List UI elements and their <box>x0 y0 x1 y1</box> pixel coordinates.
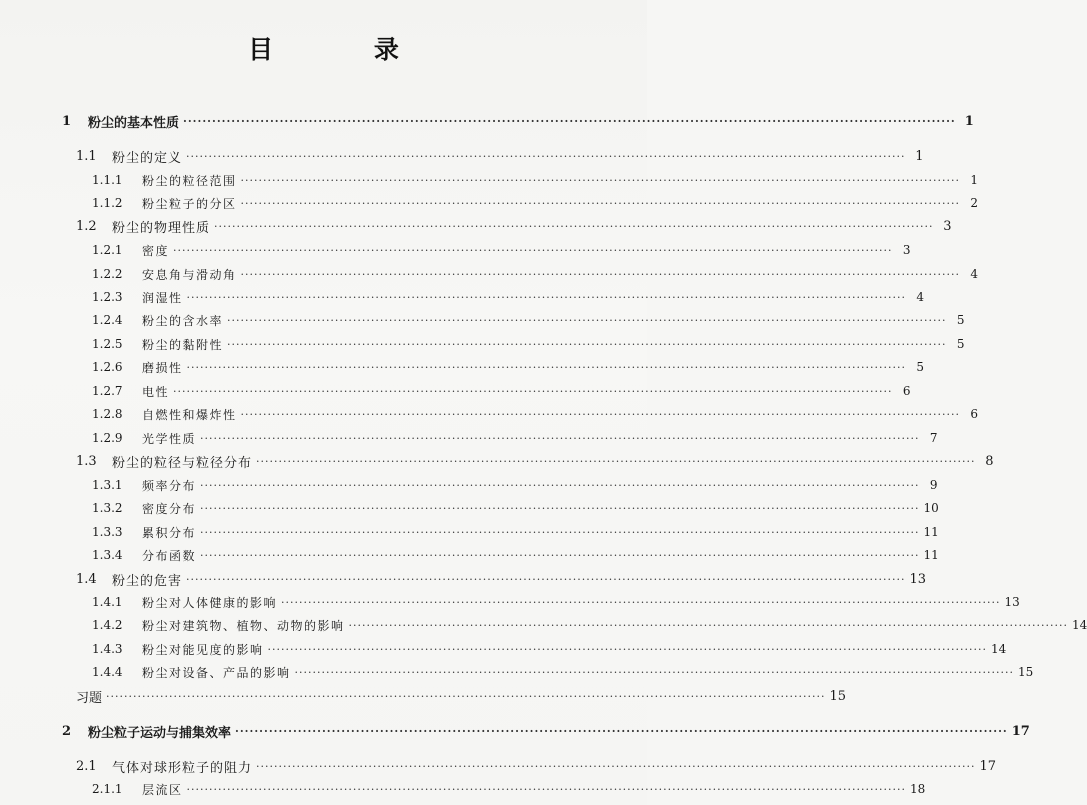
toc-entry-page: 9 <box>929 478 938 492</box>
toc-entry-title: 粉尘对人体健康的影响 <box>142 595 278 610</box>
toc-entry-page: 6 <box>970 407 978 421</box>
toc-entry[interactable] <box>76 216 952 236</box>
toc-entry-number: 1.3.4 <box>92 548 123 562</box>
toc-entry-page: 4 <box>970 267 978 281</box>
leader-dots: ································································································································································ <box>214 219 934 233</box>
toc-entry-title: 粉尘对能见度的影响 <box>142 642 264 657</box>
toc-entry-page: 18 <box>909 782 926 796</box>
toc-entry-title: 光学性质 <box>142 431 197 446</box>
toc-entry-title: 润湿性 <box>142 290 183 305</box>
toc-entry[interactable] <box>92 170 978 190</box>
toc-entry-title: 粉尘对建筑物、植物、动物的影响 <box>142 618 345 633</box>
toc-entry-number: 2.1.1 <box>92 782 123 796</box>
toc-entry-page: 14 <box>1071 618 1087 632</box>
toc-entry-title: 粉尘对设备、产品的影响 <box>142 665 291 680</box>
leader-dots: ································································································································································ <box>348 618 1068 632</box>
toc-entry-page: 2 <box>970 196 978 210</box>
toc-entry-page: 11 <box>923 525 939 539</box>
toc-entry-title: 频率分布 <box>142 478 197 493</box>
toc-entry[interactable] <box>92 428 938 448</box>
toc-entry-title: 密度 <box>142 243 170 258</box>
leader-dots: ································································································································································ <box>186 572 906 586</box>
toc-entry-number: 1.2.6 <box>92 360 123 374</box>
leader-dots: ································································································································································ <box>186 782 906 796</box>
toc-entry-page: 1 <box>915 148 924 164</box>
toc-entry[interactable] <box>92 357 924 377</box>
toc-entry-number: 1.2 <box>76 218 97 234</box>
toc-entry-page: 1 <box>964 113 974 129</box>
leader-dots: ································································································································································ <box>227 337 947 351</box>
toc-entry-title: 粉尘的基本性质 <box>88 115 180 131</box>
toc-entry[interactable] <box>76 756 997 776</box>
toc-entry[interactable] <box>76 569 927 589</box>
toc-entry[interactable] <box>76 146 924 166</box>
toc-entry-number: 1.4.3 <box>92 642 123 656</box>
toc-entry[interactable] <box>92 779 926 799</box>
leader-dots: ································································································································································ <box>186 290 906 304</box>
leader-dots: ································································································································································ <box>240 267 960 281</box>
toc-entry[interactable] <box>62 111 974 131</box>
toc-entry-title: 粉尘的含水率 <box>142 313 224 328</box>
toc-entry[interactable] <box>92 522 939 542</box>
toc-entry-page: 10 <box>923 501 939 515</box>
toc-entry-page: 15 <box>829 688 847 704</box>
toc-entry-page: 5 <box>956 337 965 351</box>
leader-dots: ································································································································································ <box>235 724 1008 738</box>
leader-dots: ································································································································································ <box>256 759 976 773</box>
toc-entry-number: 1.4.2 <box>92 618 123 632</box>
toc-entry-page: 17 <box>979 758 997 774</box>
toc-entry-number: 1.4 <box>76 571 97 587</box>
leader-dots: ································································································································································ <box>186 360 906 374</box>
leader-dots: ································································································································································ <box>240 196 960 210</box>
leader-dots: ································································································································································ <box>256 454 976 468</box>
toc-entry[interactable] <box>92 193 978 213</box>
toc-entry-title: 累积分布 <box>142 525 197 540</box>
toc-entry-page: 13 <box>1004 595 1020 609</box>
toc-entry-title: 粉尘粒子运动与捕集效率 <box>88 725 232 741</box>
toc-entry[interactable] <box>92 334 965 354</box>
leader-dots: ································································································································································ <box>106 689 826 703</box>
toc-entry-page: 6 <box>902 384 911 398</box>
toc-entry-number: 1.4.1 <box>92 595 123 609</box>
leader-dots: ································································································································································ <box>186 149 906 163</box>
toc-entry-number: 1.2.7 <box>92 384 123 398</box>
leader-dots: ································································································································································ <box>200 431 920 445</box>
toc-entry-number: 1.2.4 <box>92 313 123 327</box>
toc-entry-number: 1.3 <box>76 453 97 469</box>
toc-entry-title: 粉尘的粒径范围 <box>142 173 237 188</box>
leader-dots: ································································································································································ <box>240 407 960 421</box>
toc-entry-number: 1.3.1 <box>92 478 123 492</box>
toc-entry-page: 1 <box>970 173 978 187</box>
toc-entry[interactable] <box>92 498 939 518</box>
toc-entry-page: 11 <box>923 548 939 562</box>
toc-entry[interactable] <box>92 381 911 401</box>
toc-title: 目 录 <box>248 35 445 64</box>
toc-entry[interactable] <box>92 545 939 565</box>
leader-dots: ································································································································································ <box>281 595 1001 609</box>
toc-entry[interactable] <box>92 592 1020 612</box>
toc-entry-title: 安息角与滑动角 <box>142 267 237 282</box>
toc-entry-page: 17 <box>1011 723 1030 739</box>
toc-entry-number: 1.1 <box>76 148 97 164</box>
toc-entry-number: 1.3.3 <box>92 525 123 539</box>
toc-entry-page: 7 <box>929 431 938 445</box>
toc-entry-title: 密度分布 <box>142 501 197 516</box>
leader-dots: ································································································································································ <box>173 243 893 257</box>
toc-entry-title: 粉尘的黏附性 <box>142 337 224 352</box>
toc-entry[interactable] <box>92 287 924 307</box>
leader-dots: ································································································································································ <box>200 548 920 562</box>
toc-entry-page: 15 <box>1017 665 1034 679</box>
toc-entry-title: 自燃性和爆炸性 <box>142 407 237 422</box>
toc-entry[interactable] <box>92 310 965 330</box>
toc-entry-number: 1.4.4 <box>92 665 123 679</box>
leader-dots: ································································································································································ <box>240 173 960 187</box>
toc-entry-title: 电性 <box>142 384 170 399</box>
toc-entry-number: 1.2.1 <box>92 243 123 257</box>
toc-entry[interactable] <box>76 686 847 706</box>
toc-entry-number: 1.3.2 <box>92 501 123 515</box>
toc-entry[interactable] <box>92 662 1034 682</box>
toc-entry[interactable] <box>92 240 911 260</box>
toc-entry-title: 粉尘的物理性质 <box>112 220 211 236</box>
leader-dots: ································································································································································ <box>267 642 987 656</box>
toc-entry-number: 1 <box>62 113 72 129</box>
toc-entry[interactable] <box>92 404 978 424</box>
leader-dots: ································································································································································ <box>183 114 956 128</box>
toc-entry[interactable] <box>92 615 1087 635</box>
toc-entry-number: 1.1.2 <box>92 196 123 210</box>
toc-entry-title: 磨损性 <box>142 360 183 375</box>
leader-dots: ································································································································································ <box>173 384 893 398</box>
toc-entry-title: 层流区 <box>142 782 183 797</box>
toc-entry-number: 1.1.1 <box>92 173 123 187</box>
toc-entry-page: 8 <box>985 453 994 469</box>
toc-entry-number: 1.2.8 <box>92 407 123 421</box>
toc-entry-title: 气体对球形粒子的阻力 <box>112 760 253 776</box>
toc-entry-page: 5 <box>916 360 924 374</box>
toc-entry-page: 3 <box>902 243 911 257</box>
toc-entry-title: 粉尘的危害 <box>112 573 183 589</box>
toc-entry-number: 2 <box>62 723 72 739</box>
toc-entry-title: 习题 <box>76 690 103 706</box>
toc-entry-page: 5 <box>956 313 965 327</box>
toc-entry[interactable] <box>62 721 1030 741</box>
toc-entry-number: 1.2.9 <box>92 431 123 445</box>
toc-entry[interactable] <box>76 451 994 471</box>
leader-dots: ································································································································································ <box>200 478 920 492</box>
toc-entry-title: 分布函数 <box>142 548 197 563</box>
toc-entry-page: 3 <box>943 218 952 234</box>
leader-dots: ································································································································································ <box>200 525 920 539</box>
toc-entry-number: 1.2.2 <box>92 267 123 281</box>
leader-dots: ································································································································································ <box>227 313 947 327</box>
toc-entry-number: 2.1 <box>76 758 97 774</box>
toc-entry-page: 13 <box>909 571 927 587</box>
toc-entry-title: 粉尘的定义 <box>112 150 183 166</box>
toc-entry[interactable] <box>92 264 978 284</box>
toc-entry-title: 粉尘的粒径与粒径分布 <box>112 455 253 471</box>
leader-dots: ································································································································································ <box>200 501 920 515</box>
leader-dots: ································································································································································ <box>294 665 1014 679</box>
toc-entry-title: 粉尘粒子的分区 <box>142 196 237 211</box>
toc-entry-number: 1.2.5 <box>92 337 123 351</box>
toc-entry-page: 14 <box>990 642 1007 656</box>
toc-entry-page: 4 <box>916 290 924 304</box>
toc-entry-number: 1.2.3 <box>92 290 123 304</box>
toc-entry[interactable] <box>92 475 938 495</box>
toc-entry[interactable] <box>92 639 1007 659</box>
